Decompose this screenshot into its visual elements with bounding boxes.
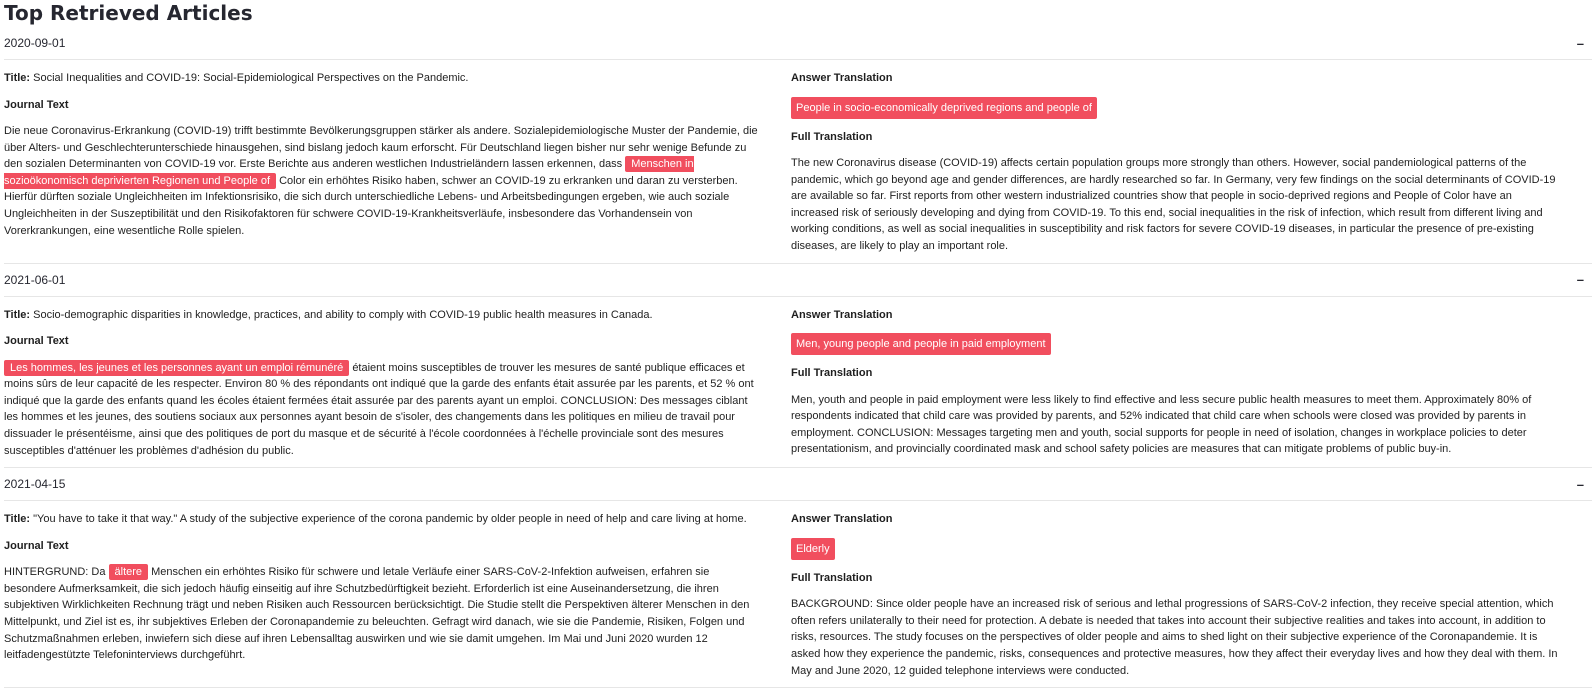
title-label: Title:: [4, 513, 31, 526]
answer-translation-badge: Elderly: [791, 538, 835, 560]
journal-highlight: Les hommes, les jeunes et les personnes ayant un emploi rémunéré: [4, 360, 349, 376]
article-title: [4, 307, 758, 324]
translation-column: [774, 68, 1560, 255]
journal-text-after: Menschen ein erhöhtes Risiko für schwere und letale Verläufe einer SARS-CoV-2-Infektion aufweisen, erfahren sie besondere Aufmerksamkeit, die sich jedoch häufig einseitig auf ihre Schutzbedürftigkeit bezieht. Erforderlich ist eine Auseinandersetzung, die ihren subjektiven Wirklichkeiten Rechnung trägt und neben Risiken auch Ressourcen berücksichtigt. Die Studie stellt die Perspektiven älterer Menschen in den Mittelpunkt, und Ziel ist es, ihr subjektives Erleben der Coronapandemie zu beleuchten. Gefragt wird danach, wie sie die Pandemie, Risiken, Folgen und Schutzmaßnahmen erleben, inwiefern sich diese auf ihren Lebensalltag auswirken und wie sie damit umgehen. Im Mai und Juni 2020 wurden 12 leitfadengestützte Telefoninterviews durchgeführt.: [4, 566, 750, 662]
journal-column: [4, 509, 774, 679]
journal-column: [4, 68, 774, 255]
journal-text-label: Journal Text: [4, 98, 69, 111]
answer-translation-badge: Men, young people and people in paid employment: [791, 333, 1051, 355]
translation-column: [774, 305, 1560, 460]
article-title-text: Socio-demographic disparities in knowledge, practices, and ability to comply with COVID-19 public health measures in Canada.: [33, 308, 653, 321]
collapse-icon[interactable]: –: [1576, 476, 1584, 492]
full-translation-text: BACKGROUND: Since older people have an increased risk of serious and lethal progressions of SARS-CoV-2 infection, they receive special attention, which often refers unilaterally to their need for protection. A debate is needed that takes into account their subjective realities and takes into account, in addition to risks, resources. The study focuses on the perspectives of older people and aims to shed light on their subjective experience of the Coronapandemie. It is asked how they experience the pandemic, risks, consequences and protective measures, how they affect their everyday lives and how they deal with them. In May and June 2020, 12 guided telephone interviews were conducted.: [791, 598, 1558, 677]
article-expander: [4, 468, 1592, 688]
answer-translation-label: Answer Translation: [791, 72, 893, 84]
full-translation-text: The new Coronavirus disease (COVID-19) affects certain population groups more strongly than others. However, social pandemiological patterns of the pandemic, which go beyond age and gender differences, are hardly researched so far. In Germany, very few findings on the social determinants of COVID-19 are available so far. First reports from other western industrialized countries show that people in socio-deprived regions and People of Color have an increased risk of seriously developing and dying from COVID-19. To this end, social inequalities in the risk of infection, which result from different living and working conditions, as well as social inequalities in susceptibility and risk factors for severe COVID-19 diseases, in particular the presence of pre-existing diseases, are likely to play an important role.: [791, 157, 1556, 252]
journal-text: [4, 360, 758, 460]
article-title-text: "You have to take it that way." A study of the subjective experience of the corona pandemic by older people in need of help and care living at home.: [33, 513, 747, 526]
collapse-icon[interactable]: –: [1576, 272, 1584, 288]
translation-column: [774, 509, 1560, 679]
article-body: [4, 297, 1592, 468]
full-translation-label: Full Translation: [791, 571, 873, 584]
journal-text-after: étaient moins susceptibles de trouver les mesures de santé publique efficaces et moins sûrs de leur capacité de les respecter. Environ 80 % des répondants ont indiqué que la garde des enfants était assurée par les parents, et 52 % ont indiqué que la garde des enfants quand les écoles étaient fermées était assurée par des parents ayant un emploi. CONCLUSION: Des messages ciblant les hommes et les jeunes, des soutiens sociaux aux personnes ayant besoin de s'isoler, des changements dans les politiques en milieu de travail pour dissuader le présentéisme, ainsi que des politiques de port du masque et de sécurité à l'école coordonnées à l'échelle provinciale sont des mesures susceptibles d'atténuer les problèmes d'adhésion du public.: [4, 361, 754, 457]
journal-text-label: Journal Text: [4, 539, 69, 552]
article-expander: [4, 264, 1592, 469]
answer-translation-label: Answer Translation: [791, 308, 893, 321]
article-expander-header[interactable]: [4, 27, 1592, 60]
article-expander-header[interactable]: [4, 468, 1592, 501]
article-date: 2021-04-15: [4, 477, 66, 492]
journal-highlight: ältere: [109, 564, 149, 580]
article-title: [4, 511, 758, 528]
title-label: Title:: [4, 308, 31, 321]
title-label: Title:: [4, 72, 31, 84]
collapse-icon[interactable]: –: [1576, 35, 1584, 51]
page-title: Top Retrieved Articles: [4, 1, 253, 25]
article-body: [4, 60, 1592, 263]
article-body: [4, 501, 1592, 687]
full-translation-text: Men, youth and people in paid employment were less likely to find effective and less secure public health measures to meet them. Approximately 80% of respondents indicated that child care was provided by parents, and 52% indicated that child care when schools were closed was provided by parents in employment. CONCLUSION: Messages targeting men and youth, social supports for people in need of isolation, changes in workplace policies to deter presentationism, and provincially coordinated mask and school safety policies are measures that can mitigate problems of public buy-in.: [791, 393, 1532, 456]
journal-text-before: HINTERGRUND: Da: [4, 566, 106, 579]
journal-text-label: Journal Text: [4, 335, 69, 348]
full-translation-label: Full Translation: [791, 130, 873, 143]
journal-highlight: Menschen in sozioökonomisch deprivierten Regionen und People of: [4, 158, 694, 187]
article-date: 2021-06-01: [4, 272, 66, 287]
article-date: 2020-09-01: [4, 36, 66, 50]
journal-text-before: Die neue Coronavirus-Erkrankung (COVID-19) trifft bestimmte Bevölkerungsgruppen stärker als andere. Sozialepidemiologische Muster der Pandemie, die über Alters- und Geschlechterunterschiede hinausgehen, sind bislang jedoch kaum erforscht. Für Deutschland liegen bisher nur sehr wenige Befunde zu den sozialen Determinanten von COVID-19 vor. Erste Berichte aus anderen westlichen Industrieländern lassen erkennen, dass: [4, 125, 758, 171]
journal-text: [4, 123, 758, 239]
article-title: [4, 70, 758, 87]
answer-translation-badge: People in socio-economically deprived regions and people of: [791, 97, 1097, 119]
article-title-text: Social Inequalities and COVID-19: Social-Epidemiological Perspectives on the Pandemic.: [33, 72, 469, 84]
journal-column: [4, 305, 774, 460]
journal-text-after: Color ein erhöhtes Risiko haben, schwer an COVID-19 zu erkranken und daran zu versterben. Hierfür dürften soziale Ungleichheiten im Infektionsrisiko, die sich durch unterschiedliche Lebens- und Arbeitsbedingungen ergeben, wie auch soziale Ungleichheiten in der Suszeptibilität und den Risikofaktoren für schwere COVID-19-Krankheitsverläufe, insbesondere das Vorhandensein von Vorerkrankungen, eine wesentliche Rolle spielen.: [4, 174, 738, 237]
full-translation-label: Full Translation: [791, 367, 873, 380]
article-expander-header[interactable]: [4, 264, 1592, 297]
answer-translation-label: Answer Translation: [791, 513, 893, 526]
journal-text: [4, 564, 758, 664]
article-expander: [4, 27, 1592, 264]
